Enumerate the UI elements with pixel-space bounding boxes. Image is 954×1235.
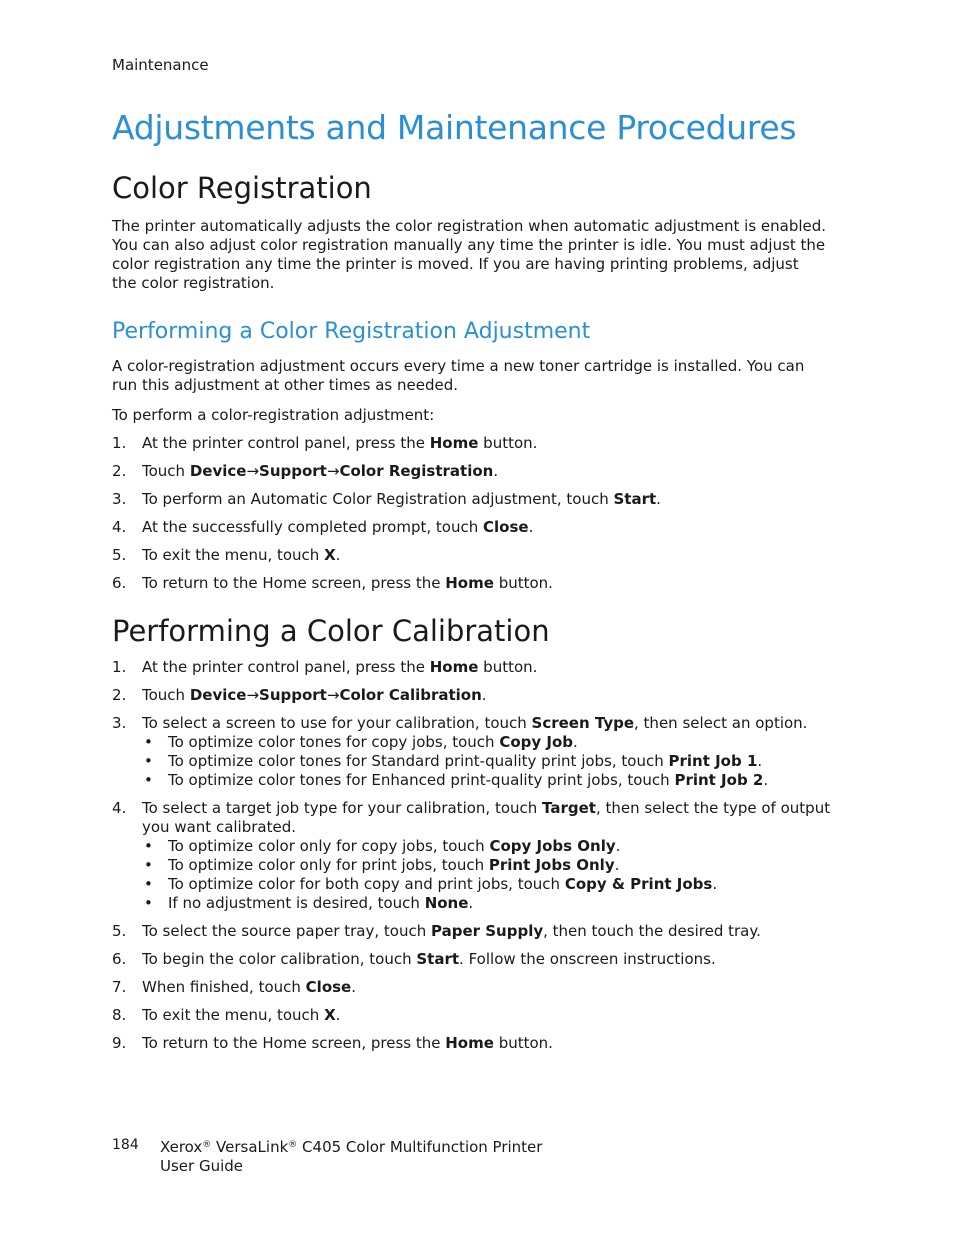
- footer-doc-type: User Guide: [160, 1157, 244, 1175]
- calibration-steps-list: [112, 658, 832, 1062]
- target-options: [142, 837, 832, 913]
- registration-adjustment-intro: A color-registration adjustment occurs every time a new toner cartridge is installed. You can run this adjustment at other times as needed.: [112, 357, 805, 394]
- arrow-icon: →: [246, 462, 260, 480]
- list-item: 1. At the printer control panel, press the Home button.: [112, 434, 538, 452]
- list-item: • To optimize color tones for copy jobs, touch Copy Job.: [142, 733, 832, 752]
- list-item: 5. To select the source paper tray, touch Paper Supply, then touch the desired tray.: [112, 922, 761, 940]
- list-item: • To optimize color only for print jobs, touch Print Jobs Only.: [142, 856, 832, 875]
- color-registration-intro: The printer automatically adjusts the color registration when automatic adjustment is enabled. You can also adjust color registration manually any time the printer is idle. You must adjust the color registration any time the printer is moved. If you are having printing problems, adjust the color registration.: [112, 217, 827, 292]
- list-item: 7. When finished, touch Close.: [112, 978, 357, 996]
- footer-product-title: [160, 1138, 542, 1176]
- list-item: 1. At the printer control panel, press the Home button.: [112, 658, 538, 676]
- section-heading-color-registration: Color Registration: [112, 171, 372, 205]
- list-item: • To optimize color only for copy jobs, touch Copy Jobs Only.: [142, 837, 832, 856]
- arrow-icon: →: [246, 686, 260, 704]
- subsection-heading-registration-adjustment: Performing a Color Registration Adjustment: [112, 319, 591, 344]
- list-item: 6. To begin the color calibration, touch Start. Follow the onscreen instructions.: [112, 950, 716, 968]
- list-item: 3. To select a screen to use for your calibration, touch Screen Type, then select an option. • To optimize color tones for copy jobs, touch Copy Job. • To optimize color tones for Standard print-quality print jobs, touch Print Job 1. • To optimize color tones for Enhanced print-quality print jobs, touch Print Job 2.: [112, 714, 832, 790]
- list-item: 8. To exit the menu, touch X.: [112, 1006, 341, 1024]
- registration-steps-list: [112, 434, 832, 602]
- section-heading-color-calibration: Performing a Color Calibration: [112, 614, 550, 648]
- running-header: Maintenance: [112, 56, 209, 74]
- list-item: 6. To return to the Home screen, press the Home button.: [112, 574, 553, 592]
- list-item: 4. At the successfully completed prompt, touch Close.: [112, 518, 534, 536]
- list-item: 3. To perform an Automatic Color Registration adjustment, touch Start.: [112, 490, 661, 508]
- list-item: 2. Touch Device→Support→Color Registration.: [112, 462, 499, 480]
- list-item: • To optimize color tones for Standard print-quality print jobs, touch Print Job 1.: [142, 752, 832, 771]
- list-item: • If no adjustment is desired, touch None.: [142, 894, 832, 913]
- list-item: 5. To exit the menu, touch X.: [112, 546, 341, 564]
- list-item: • To optimize color for both copy and print jobs, touch Copy & Print Jobs.: [142, 875, 832, 894]
- arrow-icon: →: [326, 686, 340, 704]
- list-item: 2. Touch Device→Support→Color Calibration.: [112, 686, 487, 704]
- page-number: 184: [112, 1137, 139, 1153]
- footer-product-line: Xerox® VersaLink® C405 Color Multifunction Printer: [160, 1138, 543, 1156]
- page-title: Adjustments and Maintenance Procedures: [112, 108, 797, 147]
- arrow-icon: →: [326, 462, 340, 480]
- screen-type-options: [142, 733, 832, 790]
- list-item: 4. To select a target job type for your calibration, touch Target, then select the type of output you want calibrated. • To optimize color only for copy jobs, touch Copy Jobs Only. • To optimize color only for print jobs, touch Print Jobs Only. • To optimize color for both copy and print jobs, touch Copy & Print Jobs. • If no adjustment is desired, touch None.: [112, 799, 832, 913]
- list-item: 9. To return to the Home screen, press the Home button.: [112, 1034, 553, 1052]
- list-item: • To optimize color tones for Enhanced print-quality print jobs, touch Print Job 2.: [142, 771, 832, 790]
- registration-steps-lead: To perform a color-registration adjustment:: [112, 406, 435, 424]
